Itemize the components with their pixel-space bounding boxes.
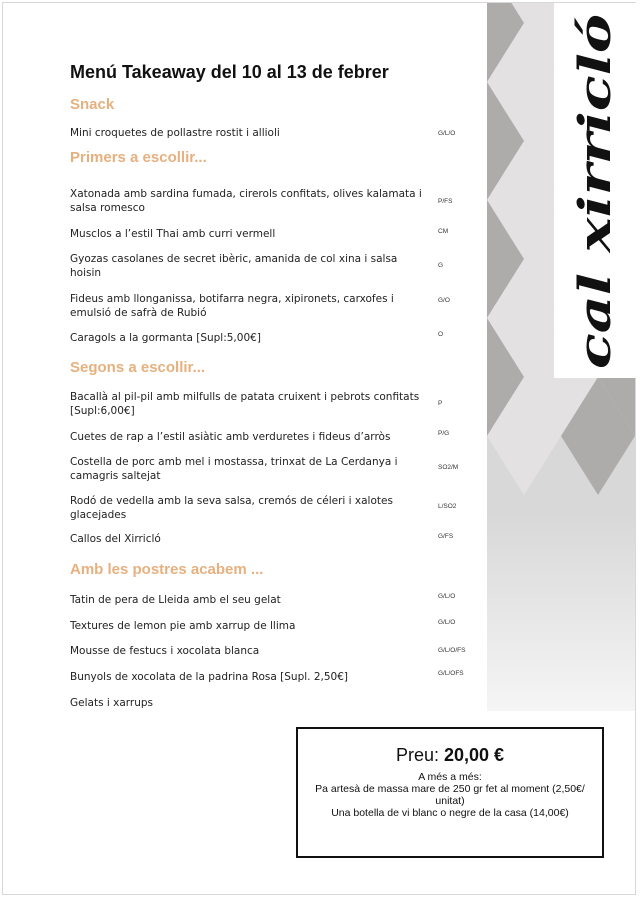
menu-item: Mousse de festucs i xocolata blanca (70, 645, 260, 657)
allergen-code: G/L/O (438, 619, 456, 626)
allergen-code: P (438, 400, 443, 407)
extras-block (306, 771, 594, 819)
allergen-code: O (438, 331, 444, 338)
menu-item: Bacallà al pil-pil amb milfulls de patata cruixent i pebrots confitats [Supl:6,00€] (70, 391, 420, 417)
allergen-code: SO2/M (438, 464, 459, 471)
allergen-code: G/L/O (438, 593, 456, 600)
allergen-code: CM (438, 228, 449, 235)
allergen-code: P/FS (438, 198, 453, 205)
menu-item: Costella de porc amb mel i mostassa, trinxat de La Cerdanya i camagris saltejat (70, 456, 398, 482)
extras-item: Pa artesà de massa mare de 250 gr fet al moment (2,50€/ unitat) (315, 783, 585, 807)
menu-item: Fideus amb llonganissa, botifarra negra, xipironets, carxofes i emulsió de safrà de Rubió (70, 293, 394, 319)
menu-item: Textures de lemon pie amb xarrup de llima (70, 620, 296, 632)
menu-item: Rodó de vedella amb la seva salsa, cremós de céleri i xalotes glacejades (70, 495, 393, 521)
allergen-code: G/L/O (438, 130, 456, 137)
allergen-code: P/G (438, 430, 450, 437)
allergen-code: G/L/OFS (438, 670, 464, 677)
menu-item: Musclos a l’estil Thai amb curri vermell (70, 228, 276, 240)
logo-text: cal xirricló (570, 102, 621, 369)
price-line (298, 745, 602, 766)
allergen-code: G (438, 262, 444, 269)
section-heading-snack: Snack (70, 96, 115, 113)
menu-item: Callos del Xirricló (70, 533, 161, 545)
logo-panel (554, 3, 636, 378)
section-heading-segons: Segons a escollir... (70, 359, 206, 376)
menu-item: Bunyols de xocolata de la padrina Rosa [Supl. 2,50€] (70, 671, 348, 683)
page-title: Menú Takeaway del 10 al 13 de febrer (70, 62, 389, 82)
allergen-code: L/SO2 (438, 503, 457, 510)
menu-item: Mini croquetes de pollastre rostit i allioli (70, 127, 280, 139)
menu-item: Xatonada amb sardina fumada, cirerols confitats, olives kalamata i salsa romesco (70, 188, 422, 214)
section-heading-primers: Primers a escollir... (70, 149, 207, 166)
menu-item: Gelats i xarrups (70, 697, 154, 709)
section-heading-postres: Amb les postres acabem ... (70, 561, 264, 578)
price-value: 20,00 € (443, 745, 505, 765)
allergen-code: G/O (438, 297, 450, 304)
extras-item: Una botella de vi blanc o negre de la casa (14,00€) (331, 807, 569, 819)
extras-heading: A més a més: (418, 771, 482, 783)
price-label: Preu: (395, 745, 444, 765)
allergen-code: G/L/O/FS (438, 647, 466, 654)
menu-item: Caragols a la gormanta [Supl:5,00€] (70, 332, 261, 344)
logo (554, 3, 636, 378)
allergen-code: G/FS (438, 533, 454, 540)
menu-item: Cuetes de rap a l’estil asiàtic amb verduretes i fideus d’arròs (70, 431, 391, 443)
menu-item: Tatin de pera de Lleida amb el seu gelat (70, 594, 281, 606)
price-box (296, 727, 604, 858)
menu-item: Gyozas casolanes de secret ibèric, amanida de col xina i salsa hoisin (70, 253, 398, 279)
